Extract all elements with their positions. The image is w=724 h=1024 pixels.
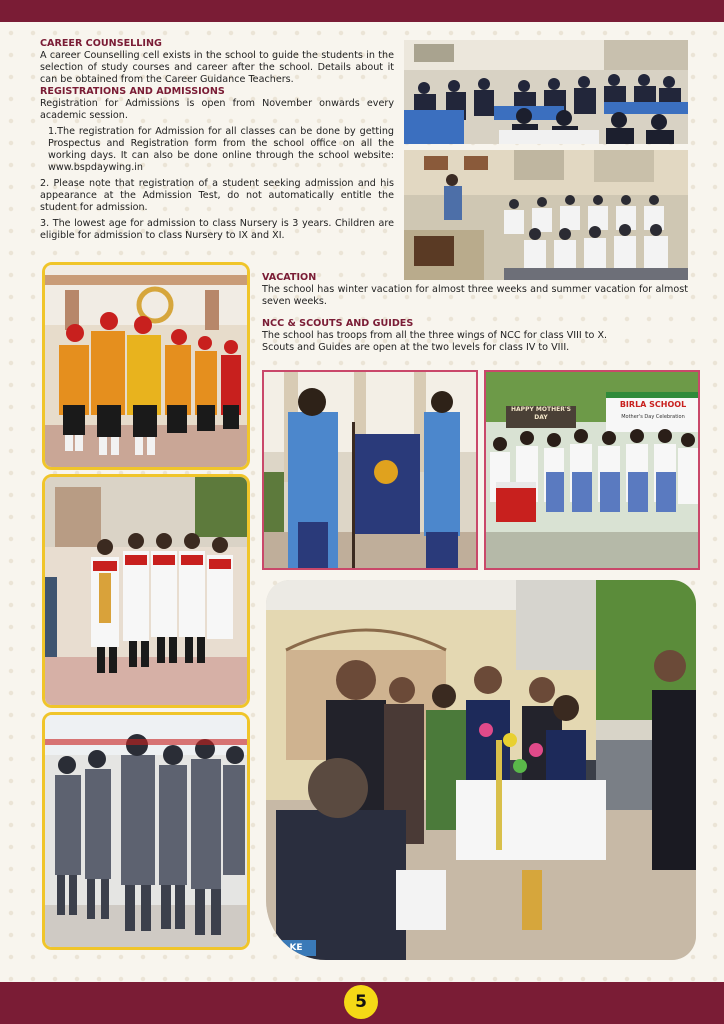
band-parade-photo [42, 262, 250, 470]
career-text: A career Counselling cell exists in the school to guide the students in the selection of study courses and career after the school. Details about it can be obtained from the Career Guidance Teachers. [40, 50, 394, 85]
girls-band-photo [42, 474, 250, 708]
registration-item-2: 2. Please note that registration of a student seeking admission and his appearance at the Admission Test, do not automatically entitle the student for admission. [40, 178, 394, 213]
top-band [0, 0, 724, 22]
registration-heading: REGISTRATIONS AND ADMISSIONS [40, 86, 225, 97]
vacation-heading: VACATION [262, 272, 317, 283]
scouts-flag-photo [262, 370, 478, 570]
ncc-text-line-1: The school has troops from all the three wings of NCC for class VIII to X. [262, 330, 608, 341]
registration-intro: Registration for Admissions is open from November onwards every academic session. [40, 98, 394, 121]
page-number: 5 [344, 985, 378, 1019]
ncc-heading: NCC & SCOUTS AND GUIDES [262, 318, 414, 329]
guests-exhibition-photo [266, 580, 696, 960]
career-heading: CAREER COUNSELLING [40, 38, 162, 49]
school-sign: BIRLA SCHOOL [619, 400, 687, 409]
vacation-text: The school has winter vacation for almost three weeks and summer vacation for almost seven weeks. [262, 284, 688, 307]
registration-item-1: 1.The registration for Admission for all classes can be done by getting Prospectus and Registration form from the school office on all the working days. It can also be done online through the school website: www.bspdaywing.in [48, 126, 394, 173]
ncc-text-line-2: Scouts and Guides are open at the two levels for class IV to VIII. [262, 342, 570, 353]
mothers-day-drums-photo [484, 370, 700, 570]
registration-item-3: 3. The lowest age for admission to class Nursery is 3 years. Children are eligible for admission to class Nursery to IX and XI. [40, 218, 394, 241]
ke-sign: KE [276, 940, 316, 956]
text-block-vacation [262, 272, 688, 354]
school-sign-sub: Mother's Day Celebration [621, 414, 685, 420]
auditorium-photo [404, 150, 688, 280]
classroom-photo [404, 40, 688, 144]
mothers-day-banner: HAPPY MOTHER'S DAY [511, 406, 571, 421]
ncc-march-photo [42, 712, 250, 950]
text-block-admissions [40, 38, 394, 246]
